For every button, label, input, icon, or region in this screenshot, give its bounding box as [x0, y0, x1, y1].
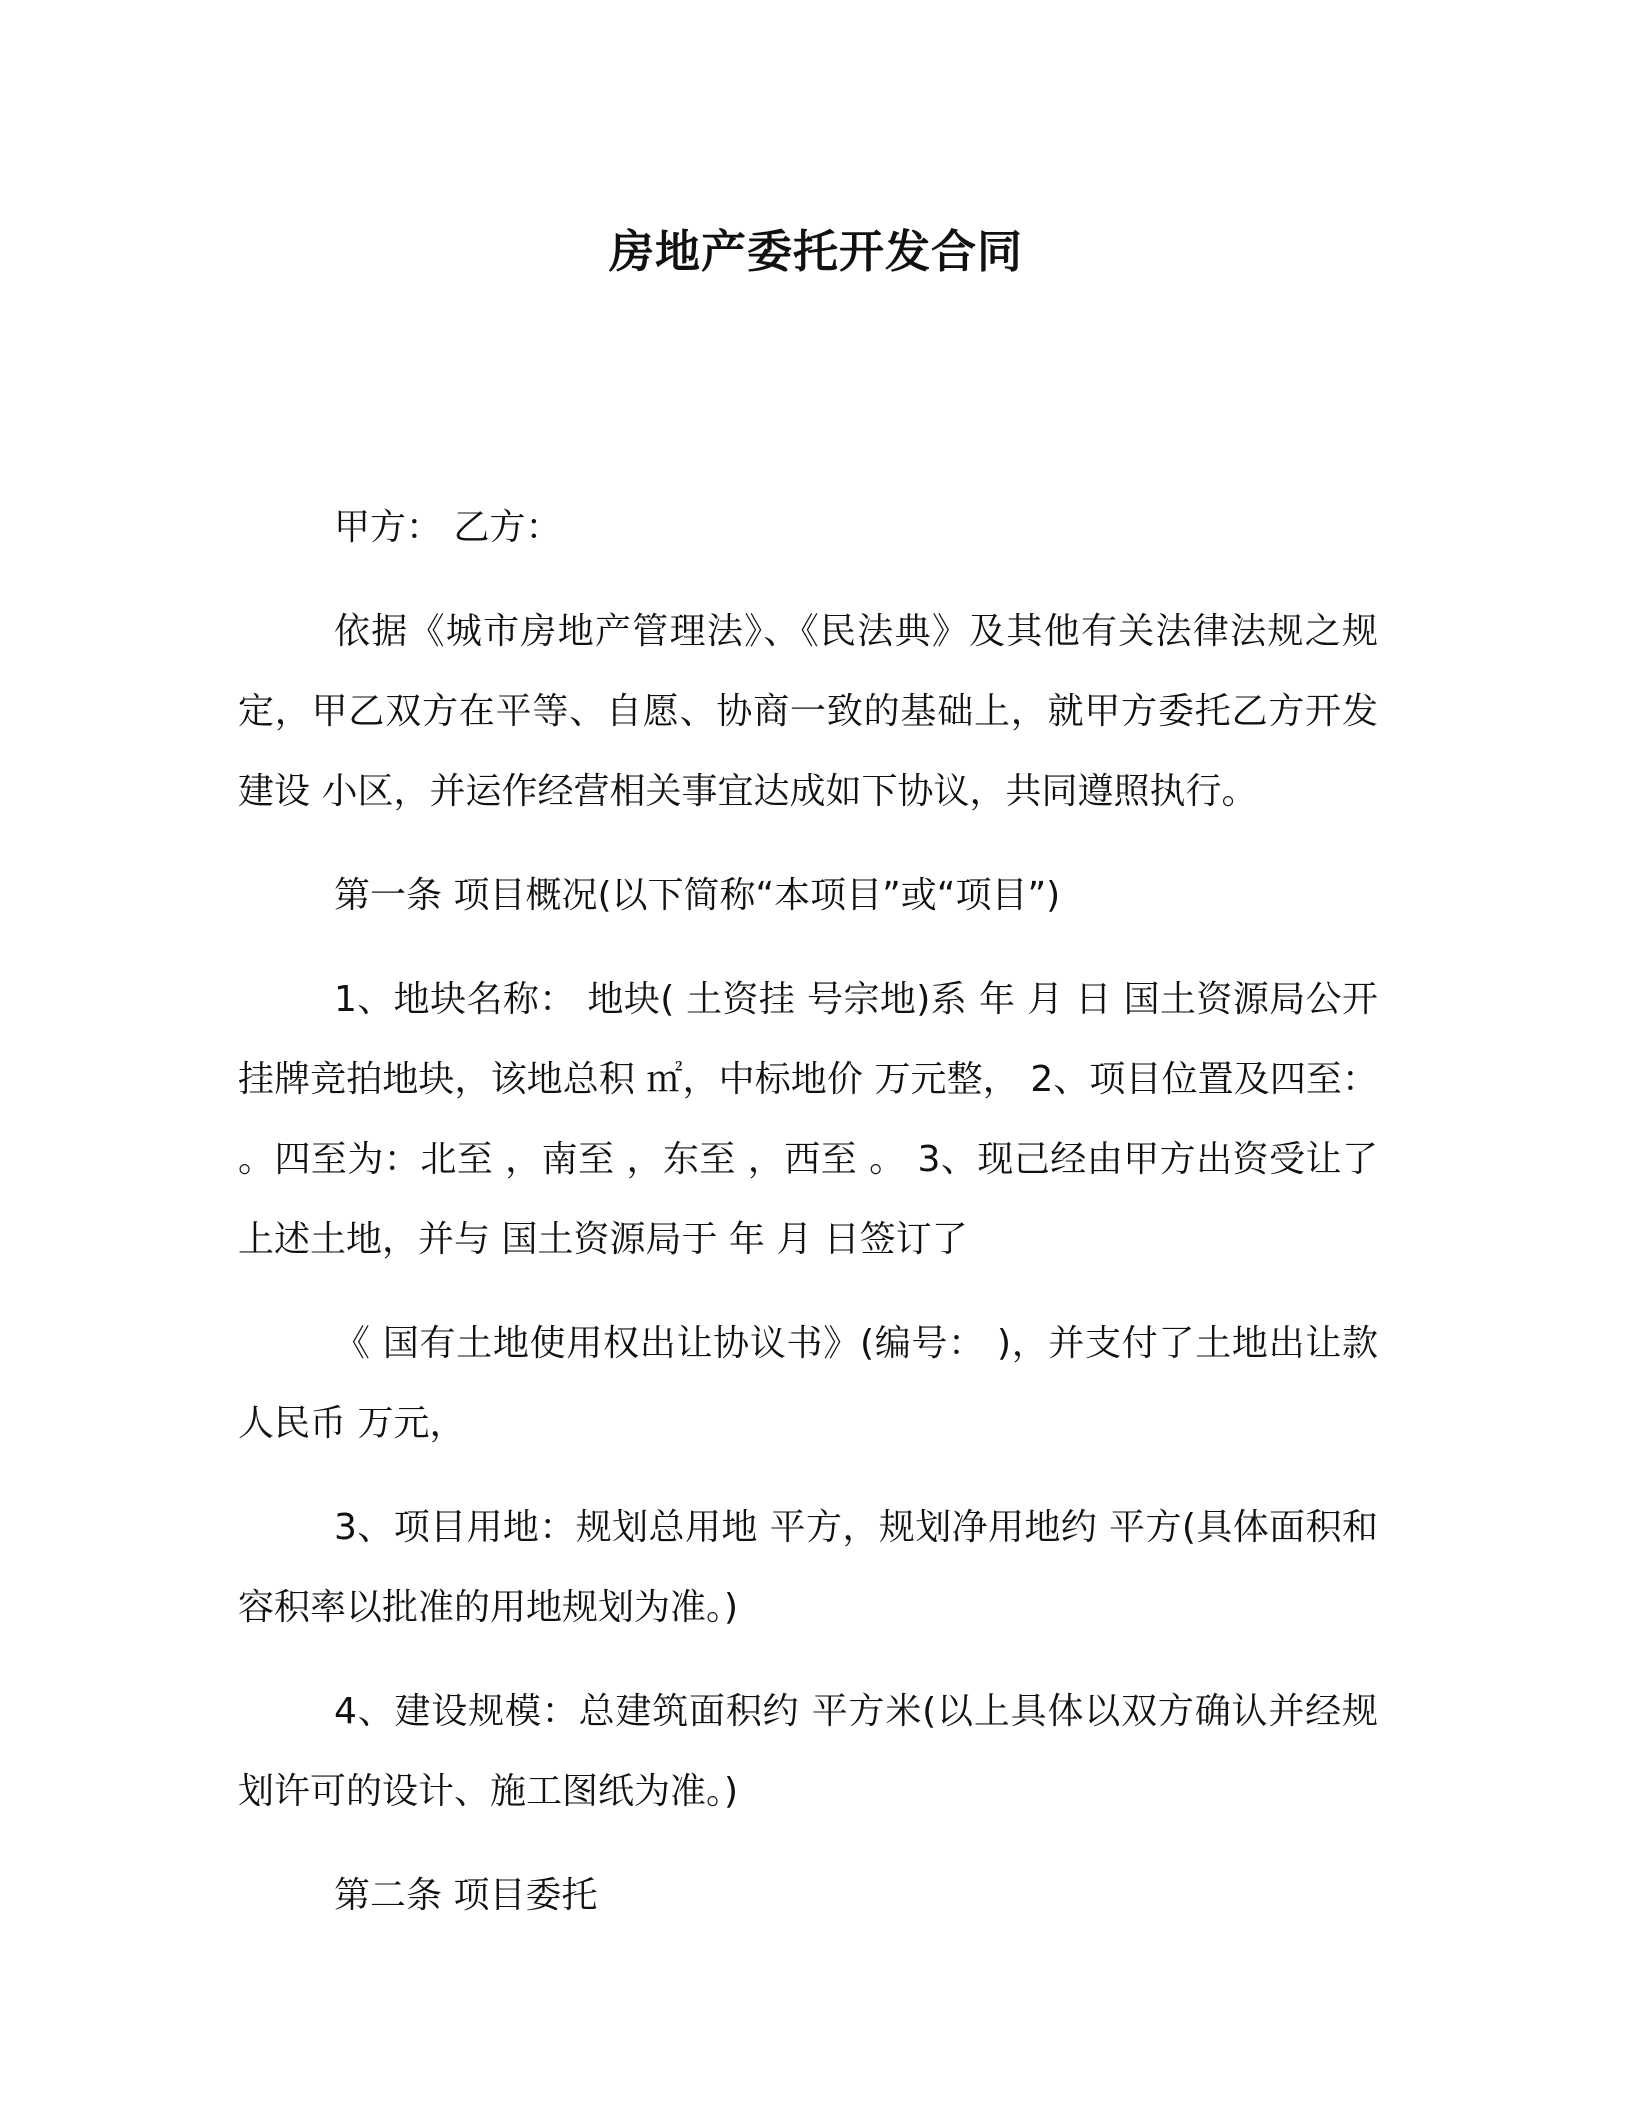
preamble-paragraph: 依据《城市房地产管理法》、《民法典》及其他有关法律法规之规定，甲乙双方在平等、自愿、协商一致的基础上，就甲方委托乙方开发建设 小区，并运作经营相关事宜达成如下协议，共同遵照执行。 [238, 611, 1378, 812]
article-1-heading: 第一条 项目概况(以下简称“本项目”或“项目”) [334, 875, 1061, 916]
article-1-agreement-line: 《 国有土地使用权出让协议书》(编号： )，并支付了土地出让款人民币 万元， [238, 1323, 1378, 1444]
document-body [238, 488, 1378, 1936]
article-1-item-3: 3、项目用地：规划总用地 平方，规划净用地约 平方(具体面积和容积率以批准的用地规划为准。) [238, 1507, 1378, 1628]
article-2-heading: 第二条 项目委托 [334, 1875, 598, 1916]
document-title: 房地产委托开发合同 [608, 225, 1023, 278]
article-1-item-1: 1、地块名称： 地块( 土资挂 号宗地)系 年 月 日 国土资源局公开挂牌竞拍地块，该地总积 ㎡，中标地价 万元整， 2、项目位置及四至： 。四至为：北至 ，南至 ，东至 ，西至 。 3、现己经由甲方出资受让了上述土地，并与 国土资源局于 年 月 日签订了 [238, 979, 1378, 1260]
parties-line: 甲方： 乙方： [334, 507, 562, 548]
article-1-item-4: 4、建设规模：总建筑面积约 平方米(以上具体以双方确认并经规划许可的设计、施工图纸为准。) [238, 1691, 1378, 1812]
